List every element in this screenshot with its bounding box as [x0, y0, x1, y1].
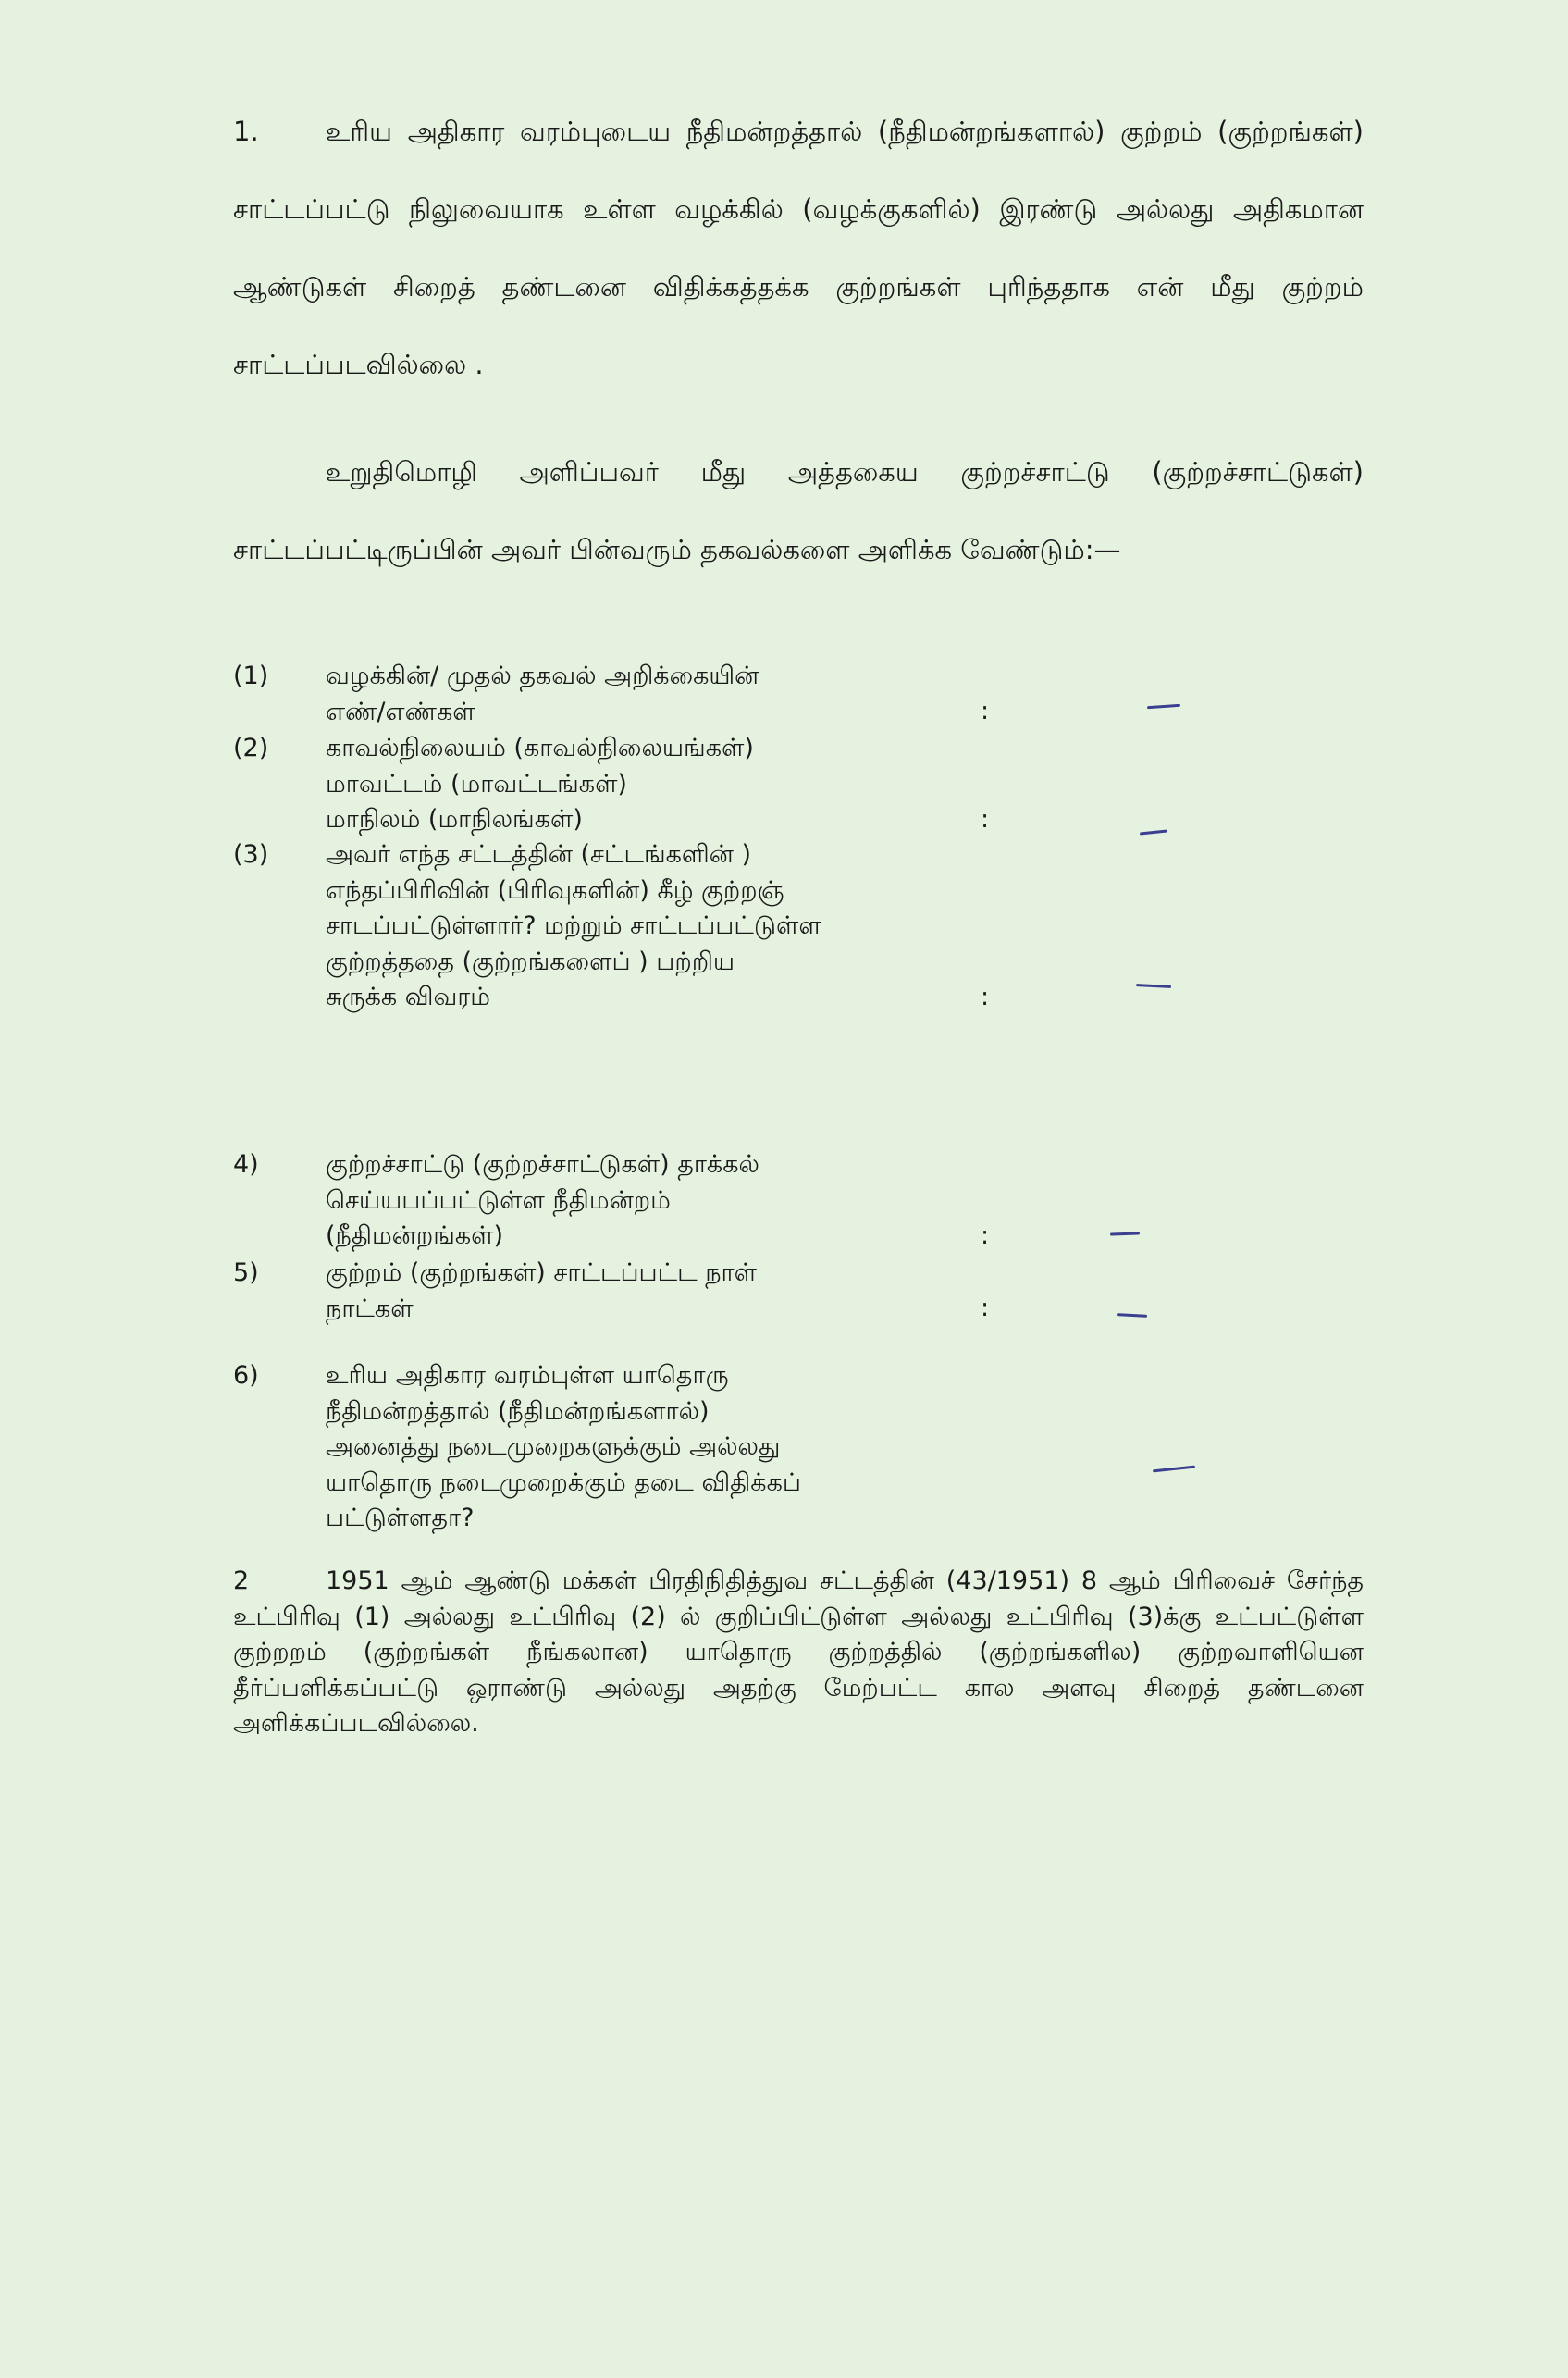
handwritten-dash-6: [1153, 1466, 1195, 1473]
section-2-number: 2: [233, 1567, 250, 1595]
section-2-paragraph: [233, 1564, 1364, 1742]
item-number: 5): [233, 1258, 259, 1287]
item-number: (1): [233, 662, 269, 690]
handwritten-dash-3: [1136, 984, 1171, 988]
item-colon: :: [981, 1294, 990, 1322]
item-text: உரிய அதிகார வரம்புள்ள யாதொரு நீதிமன்றத்தால் (நீதிமன்றங்களால்) அனைத்து நடைமுறைகளுக்கும் அல்லது யாதொரு நடைமுறைக்கும் தடை விதிக்கப் பட்டுள்ளதா?: [326, 1361, 801, 1532]
item-text: குற்றச்சாட்டு (குற்றச்சாட்டுகள்) தாக்கல் செய்யபப்பட்டுள்ள நீதிமன்றம் (நீதிமன்றங்கள்): [326, 1150, 759, 1250]
item-colon: :: [981, 805, 990, 834]
section-2-text: 1951 ஆம் ஆண்டு மக்கள் பிரதிநிதித்துவ சட்டத்தின் (43/1951) 8 ஆம் பிரிவைச் சேர்ந்த உட்பிரிவு (1) அல்லது உட்பிரிவு (2) ல் குறிப்பிட்டுள்ள அல்லது உட்பிரிவு (3)க்கு உட்பட்டுள்ள குற்றறம் (குற்றங்கள் நீங்கலான) யாதொரு குற்றத்தில் (குற்றங்களில) குற்றவாளியென தீர்ப்பளிக்கப்பட்டு ஒராண்டு அல்லது அதற்கு மேற்பட்ட கால அளவு சிறைத் தண்டனை அளிக்கப்படவில்லை.: [233, 1567, 1364, 1738]
section-1-number: 1.: [233, 116, 259, 147]
section-1-text: உரிய அதிகார வரம்புடைய நீதிமன்றத்தால் (நீதிமன்றங்களால்) குற்றம் (குற்றங்கள்) சாட்டப்பட்டு நிலுவையாக உள்ள வழக்கில் (வழக்குகளில்) இரண்டு அல்லது அதிகமான ஆண்டுகள் சிறைத் தண்டனை விதிக்கத்தக்க குற்றங்கள் புரிந்ததாக என் மீது குற்றம் சாட்டப்படவில்லை .: [233, 116, 1364, 380]
item-number: (2): [233, 734, 269, 762]
section-1-paragraph: [233, 93, 1364, 403]
item-text: வழக்கின்/ முதல் தகவல் அறிக்கையின் எண்/எண்கள்: [326, 662, 759, 726]
item-text: குற்றம் (குற்றங்கள்) சாட்டப்பட்ட நாள் நாட்கள்: [326, 1258, 758, 1323]
handwritten-dash-5: [1117, 1313, 1147, 1318]
handwritten-dash-1: [1147, 704, 1180, 710]
handwritten-dash-2: [1140, 829, 1167, 835]
item-number: (3): [233, 840, 269, 869]
item-colon: :: [981, 983, 990, 1011]
item-text: காவல்நிலையம் (காவல்நிலையங்கள்) மாவட்டம் (மாவட்டங்கள்) மாநிலம் (மாநிலங்கள்): [326, 734, 754, 834]
item-colon: :: [981, 697, 990, 725]
item-text: அவர் எந்த சட்டத்தின் (சட்டங்களின் ) எந்தப்பிரிவின் (பிரிவுகளின்) கீழ் குற்றஞ் சாடப்பட்டுள்ளார்? மற்றும் சாட்டப்பட்டுள்ள குற்றத்ததை (குற்றங்களைப் ) பற்றிய சுருக்க விவரம்: [326, 840, 821, 1011]
item-number: 4): [233, 1150, 259, 1179]
section-1-note: உறுதிமொழி அளிப்பவர் மீது அத்தகைய குற்றச்சாட்டு (குற்றச்சாட்டுகள்) சாட்டப்பட்டிருப்பின் அவர் பின்வரும் தகவல்களை அளிக்க வேண்டும்:—: [233, 456, 1364, 565]
handwritten-dash-4: [1110, 1232, 1140, 1235]
item-number: 6): [233, 1361, 259, 1390]
item-colon: :: [981, 1221, 990, 1250]
